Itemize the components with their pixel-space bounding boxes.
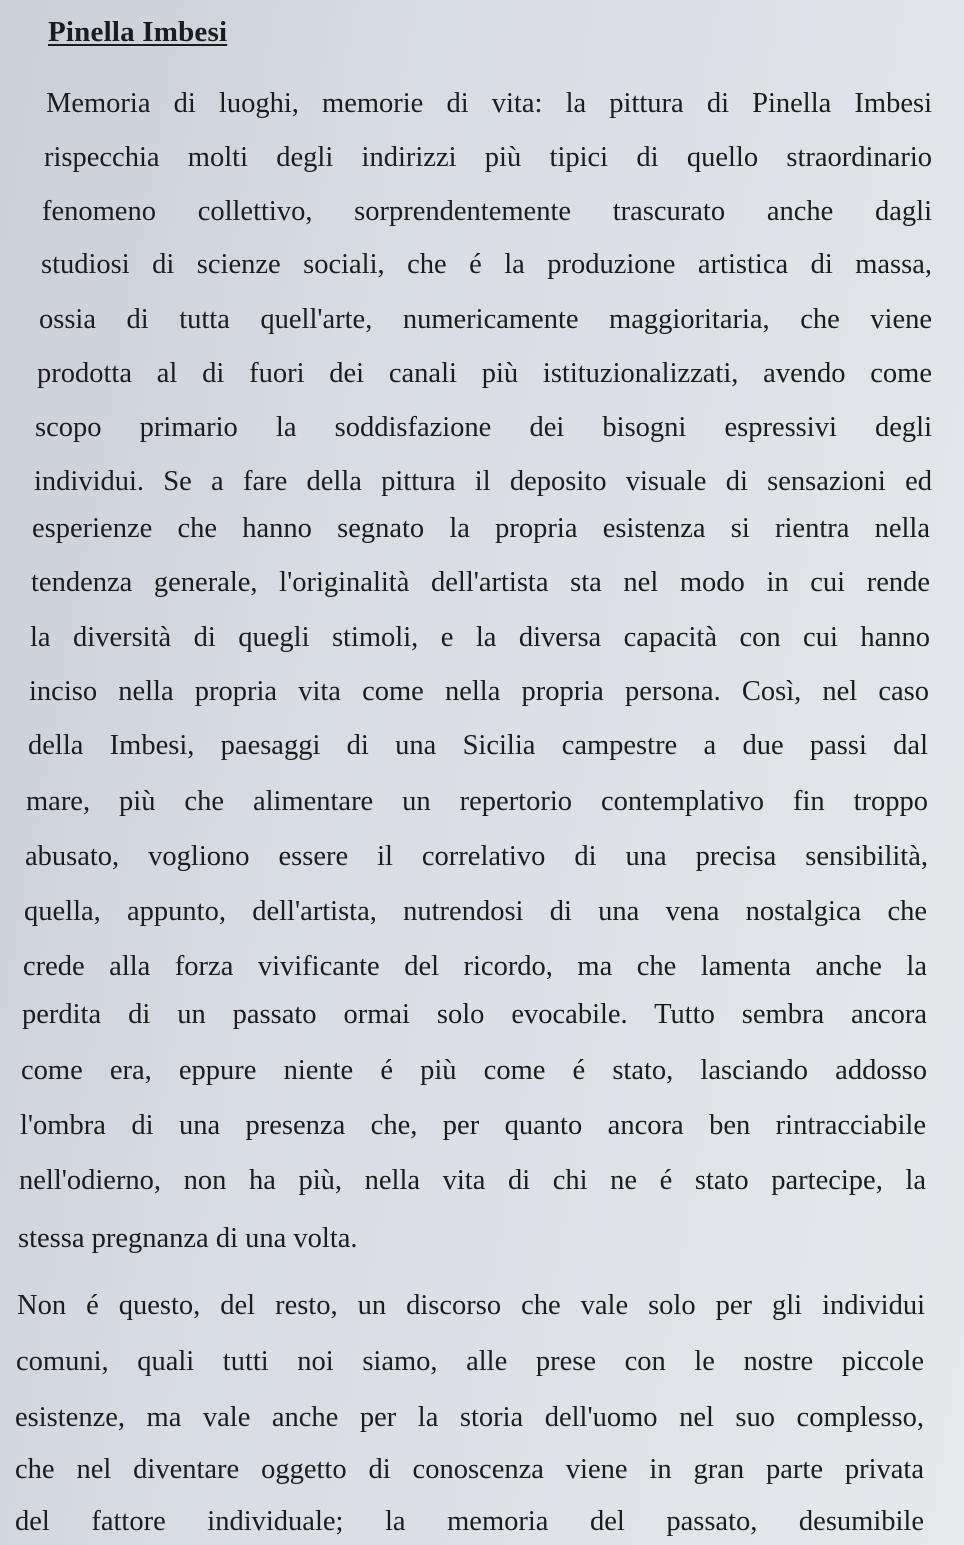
text-line: studiosi di scienze sociali, che é la produzione artistica di massa, [41, 249, 932, 280]
text-line: esperienze che hanno segnato la propria esistenza si rientra nella [32, 513, 930, 544]
text-line: la diversità di quegli stimoli, e la diversa capacità con cui hanno [30, 622, 930, 653]
text-line: comuni, quali tutti noi siamo, alle prese con le nostre piccole [16, 1346, 924, 1377]
text-line: abusato, vogliono essere il correlativo di una precisa sensibilità, [25, 841, 928, 872]
text-line: Non é questo, del resto, un discorso che vale solo per gli individui [17, 1290, 925, 1321]
text-line: esistenze, ma vale anche per la storia dell'uomo nel suo complesso, [15, 1402, 924, 1433]
text-line: come era, eppure niente é più come é stato, lasciando addosso [21, 1055, 927, 1086]
text-line: fenomeno collettivo, sorprendentemente trascurato anche dagli [42, 196, 932, 227]
document-title: Pinella Imbesi [48, 16, 228, 48]
text-line: della Imbesi, paesaggi di una Sicilia campestre a due passi dal [28, 730, 928, 761]
text-line: nell'odierno, non ha più, nella vita di chi ne é stato partecipe, la [19, 1165, 926, 1196]
text-line: prodotta al di fuori dei canali più istituzionalizzati, avendo come [37, 358, 932, 389]
text-line: stessa pregnanza di una volta. [18, 1223, 358, 1254]
text-line: crede alla forza vivificante del ricordo, ma che lamenta anche la [23, 951, 927, 982]
text-line: l'ombra di una presenza che, per quanto ancora ben rintracciabile [20, 1110, 926, 1141]
text-line: individui. Se a fare della pittura il deposito visuale di sensazioni ed [34, 466, 932, 497]
text-line: Memoria di luoghi, memorie di vita: la pittura di Pinella Imbesi [46, 88, 932, 119]
text-line: ossia di tutta quell'arte, numericamente maggioritaria, che viene [39, 304, 932, 335]
text-line: tendenza generale, l'originalità dell'artista sta nel modo in cui rende [31, 567, 930, 598]
text-line: perdita di un passato ormai solo evocabile. Tutto sembra ancora [22, 999, 927, 1030]
text-line: mare, più che alimentare un repertorio contemplativo fin troppo [26, 786, 928, 817]
text-line: quella, appunto, dell'artista, nutrendosi di una vena nostalgica che [24, 896, 927, 927]
text-line: inciso nella propria vita come nella propria persona. Così, nel caso [29, 676, 929, 707]
text-line: che nel diventare oggetto di conoscenza viene in gran parte privata [15, 1454, 924, 1485]
text-line: del fattore individuale; la memoria del passato, desumibile [15, 1506, 924, 1537]
text-line: rispecchia molti degli indirizzi più tipici di quello straordinario [44, 142, 932, 173]
text-line: scopo primario la soddisfazione dei bisogni espressivi degli [35, 412, 932, 443]
